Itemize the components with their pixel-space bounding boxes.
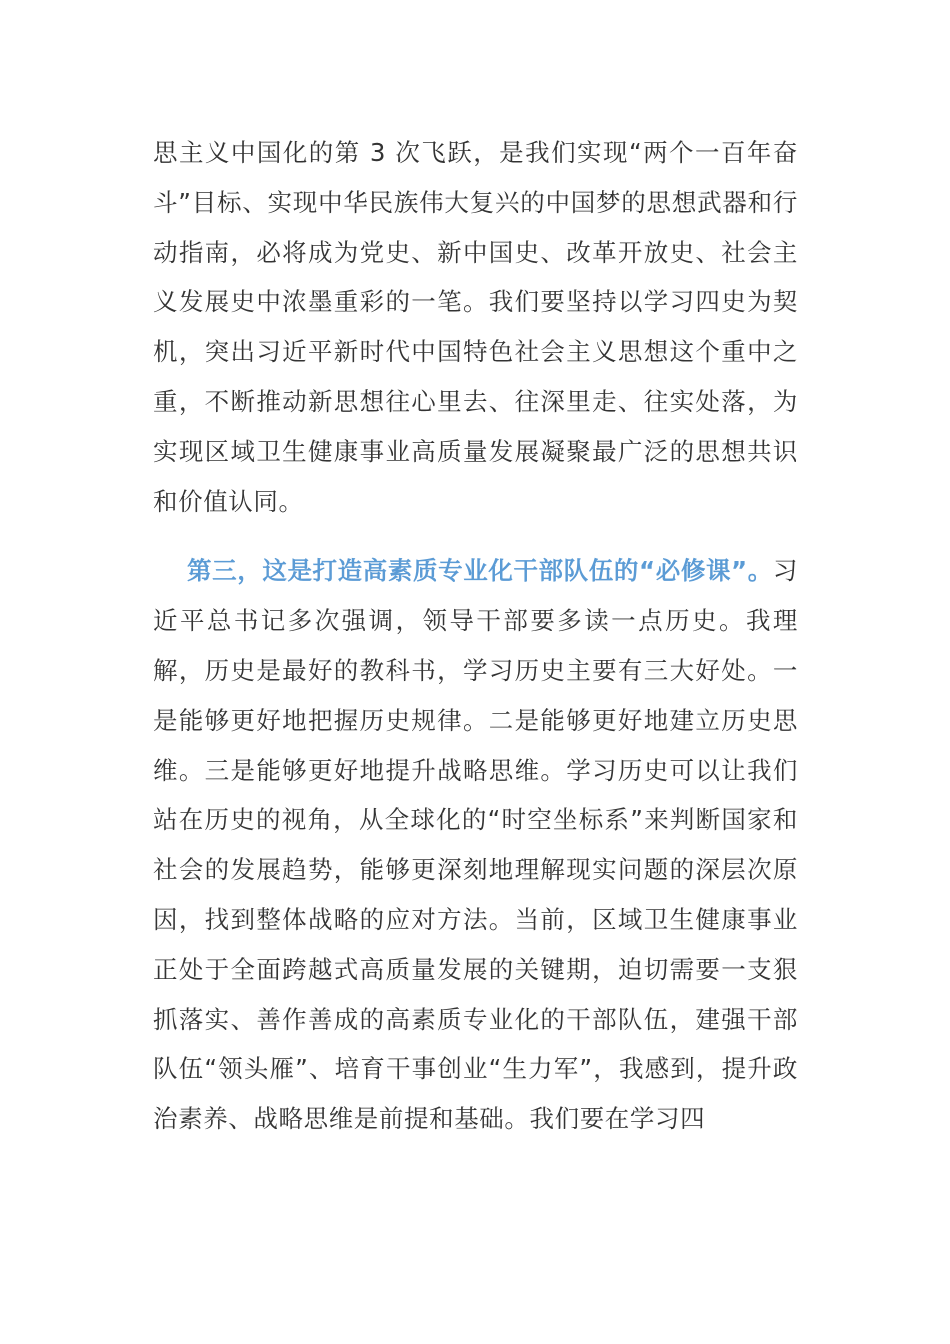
paragraph-1-text: 思主义中国化的第 3 次飞跃，是我们实现“两个一百年奋斗”目标、实现中华民族伟大复兴的中国梦的思想武器和行动指南，必将成为党史、新中国史、改革开放史、社会主义发展史中浓墨重彩的一笔。我们要坚持以学习四史为契机，突出习近平新时代中国特色社会主义思想这个重中之重，不断推动新思想往心里去、往深里走、往实处落，为实现区域卫生健康事业高质量发展凝聚最广泛的思想共识和价值认同。 [153,138,798,516]
paragraph-2-text: 习近平总书记多次强调，领导干部要多读一点历史。我理解，历史是最好的教科书，学习历史主要有三大好处。一是能够更好地把握历史规律。二是能够更好地建立历史思维。三是能够更好地提升战略思维。学习历史可以让我们站在历史的视角，从全球化的“时空坐标系”来判断国家和社会的发展趋势，能够更深刻地理解现实问题的深层次原因，找到整体战略的应对方法。当前，区域卫生健康事业正处于全面跨越式高质量发展的关键期，迫切需要一支狠抓落实、善作善成的高素质专业化的干部队伍，建强干部队伍“领头雁”、培育干事创业“生力军”，我感到，提升政治素养、战略思维是前提和基础。我们要在学习四 [153,556,798,1134]
paragraph-2 [153,546,798,1144]
paragraph-1 [153,128,798,526]
paragraph-2-heading: 第三，这是打造高素质专业化干部队伍的“必修课”。 [187,556,773,586]
document-body [153,128,798,1144]
